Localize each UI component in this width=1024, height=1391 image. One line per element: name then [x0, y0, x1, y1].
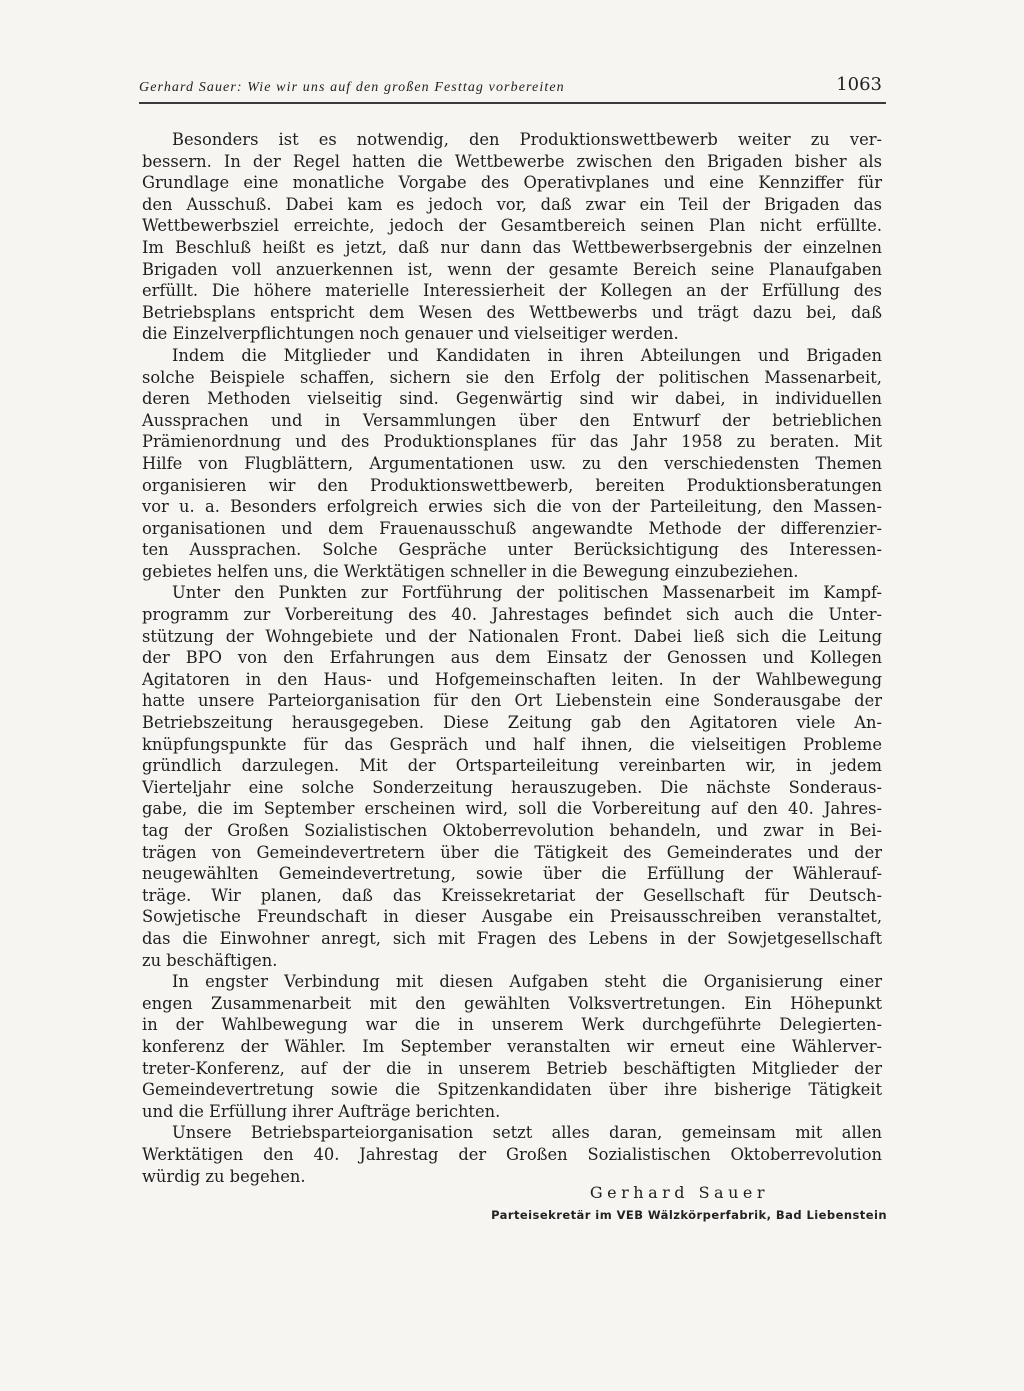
- signature-block: [142, 1183, 887, 1223]
- text-line: Agitatoren in den Haus- und Hofgemeinschaften leiten. In der Wahlbewegung: [142, 669, 882, 689]
- text-line: solche Beispiele schaffen, sichern sie den Erfolg der politischen Massenarbeit,: [142, 367, 882, 387]
- text-line: Unter den Punkten zur Fortführung der politischen Massenarbeit im Kampf-: [172, 583, 882, 603]
- text-line: Betriebszeitung herausgegeben. Diese Zeitung gab den Agitatoren viele An-: [142, 713, 882, 733]
- text-line: In engster Verbindung mit diesen Aufgaben steht die Organisierung einer: [172, 972, 882, 992]
- text-line: gründlich darzulegen. Mit der Ortsparteileitung vereinbarten wir, in jedem: [142, 756, 882, 776]
- text-line: neugewählten Gemeindevertretung, sowie über die Erfüllung der Wählerauf-: [142, 864, 882, 884]
- text-line: deren Methoden vielseitig sind. Gegenwärtig sind wir dabei, in individuellen: [142, 389, 882, 409]
- text-line: Im Beschluß heißt es jetzt, daß nur dann das Wettbewerbsergebnis der einzelnen: [142, 237, 882, 257]
- text-line: Prämienordnung und des Produktionsplanes für das Jahr 1958 zu beraten. Mit: [142, 432, 882, 452]
- text-line: Hilfe von Flugblättern, Argumentationen usw. zu den verschiedensten Themen: [142, 453, 882, 473]
- text-line: Aussprachen und in Versammlungen über den Entwurf der betrieblichen: [142, 410, 882, 430]
- text-line: würdig zu begehen.: [142, 1166, 306, 1186]
- text-line: stützung der Wohngebiete und der Nationalen Front. Dabei ließ sich die Leitung: [142, 626, 882, 646]
- text-line: das die Einwohner anregt, sich mit Fragen des Lebens in der Sowjetgesellschaft: [142, 928, 882, 948]
- text-line: die Einzelverpflichtungen noch genauer und vielseitiger werden.: [142, 324, 679, 344]
- text-line: in der Wahlbewegung war die in unserem Werk durchgeführte Delegierten-: [142, 1015, 882, 1035]
- text-line: hatte unsere Parteiorganisation für den Ort Liebenstein eine Sonderausgabe der: [142, 691, 882, 711]
- text-line: zu beschäftigen.: [142, 950, 278, 970]
- text-line: erfüllt. Die höhere materielle Interessierheit der Kollegen an der Erfüllung des: [142, 281, 882, 301]
- text-line: knüpfungspunkte für das Gespräch und half ihnen, die vielseitigen Probleme: [142, 734, 882, 754]
- text-line: Indem die Mitglieder und Kandidaten in ihren Abteilungen und Brigaden: [172, 345, 882, 365]
- text-line: Unsere Betriebsparteiorganisation setzt alles daran, gemeinsam mit allen: [172, 1123, 882, 1143]
- text-line: organisieren wir den Produktionswettbewerb, bereiten Produktionsberatungen: [142, 475, 882, 495]
- page-number: 1063: [836, 74, 882, 95]
- text-line: programm zur Vorbereitung des 40. Jahrestages befindet sich auch die Unter-: [142, 605, 882, 625]
- text-line: Betriebsplans entspricht dem Wesen des Wettbewerbs und trägt dazu bei, daß: [142, 302, 882, 322]
- text-line: ten Aussprachen. Solche Gespräche unter Berücksichtigung des Interessen-: [142, 540, 882, 560]
- author-role: Parteisekretär im VEB Wälzkörperfabrik, Bad Liebenstein: [491, 1208, 887, 1222]
- text-line: treter-Konferenz, auf der die in unserem Betrieb beschäftigten Mitglieder der: [142, 1058, 882, 1078]
- author-name: Gerhard Sauer: [589, 1183, 769, 1202]
- page-header: [139, 76, 886, 106]
- header-rule: [139, 102, 886, 104]
- text-line: Brigaden voll anzuerkennen ist, wenn der gesamte Bereich seine Planaufgaben: [142, 259, 882, 279]
- text-line: tag der Großen Sozialistischen Oktoberrevolution behandeln, und zwar in Bei-: [142, 821, 882, 840]
- text-line: der BPO von den Erfahrungen aus dem Einsatz der Genossen und Kollegen: [142, 648, 882, 668]
- text-line: Vierteljahr eine solche Sonderzeitung herauszugeben. Die nächste Sonderaus-: [142, 777, 882, 797]
- text-line: organisationen und dem Frauenausschuß angewandte Methode der differenzier-: [142, 518, 882, 538]
- text-line: den Ausschuß. Dabei kam es jedoch vor, daß zwar ein Teil der Brigaden das: [142, 194, 882, 214]
- text-line: konferenz der Wähler. Im September veranstalten wir erneut eine Wählerver-: [142, 1036, 882, 1056]
- article-body: [142, 129, 882, 1187]
- text-line: Gemeindevertretung sowie die Spitzenkandidaten über ihre bisherige Tätigkeit: [142, 1080, 882, 1100]
- text-line: Sowjetische Freundschaft in dieser Ausgabe ein Preisausschreiben veranstaltet,: [142, 907, 882, 927]
- text-line: gebietes helfen uns, die Werktätigen schneller in die Bewegung einzubeziehen.: [142, 561, 799, 581]
- text-line: bessern. In der Regel hatten die Wettbewerbe zwischen den Brigaden bisher als: [142, 151, 882, 171]
- text-line: Werktätigen den 40. Jahrestag der Großen Sozialistischen Oktoberrevolution: [142, 1144, 882, 1164]
- text-line: gabe, die im September erscheinen wird, soll die Vorbereitung auf den 40. Jahres-: [142, 799, 882, 819]
- text-line: engen Zusammenarbeit mit den gewählten Volksvertretungen. Ein Höhepunkt: [142, 993, 882, 1013]
- text-line: Wettbewerbsziel erreichte, jedoch der Gesamtbereich seinen Plan nicht erfüllte.: [142, 216, 882, 236]
- text-line: und die Erfüllung ihrer Aufträge berichten.: [142, 1101, 501, 1121]
- text-line: trägen von Gemeindevertretern über die Tätigkeit des Gemeinderates und der: [142, 842, 882, 862]
- running-title: Gerhard Sauer: Wie wir uns auf den großen Festtag vorbereiten: [139, 80, 565, 95]
- text-line: träge. Wir planen, daß das Kreissekretariat der Gesellschaft für Deutsch-: [142, 885, 882, 905]
- text-line: Grundlage eine monatliche Vorgabe des Operativplanes und eine Kennziffer für: [142, 173, 882, 193]
- text-line: Besonders ist es notwendig, den Produktionswettbewerb weiter zu ver-: [172, 130, 882, 149]
- text-line: vor u. a. Besonders erfolgreich erwies sich die von der Parteileitung, den Massen-: [142, 497, 882, 517]
